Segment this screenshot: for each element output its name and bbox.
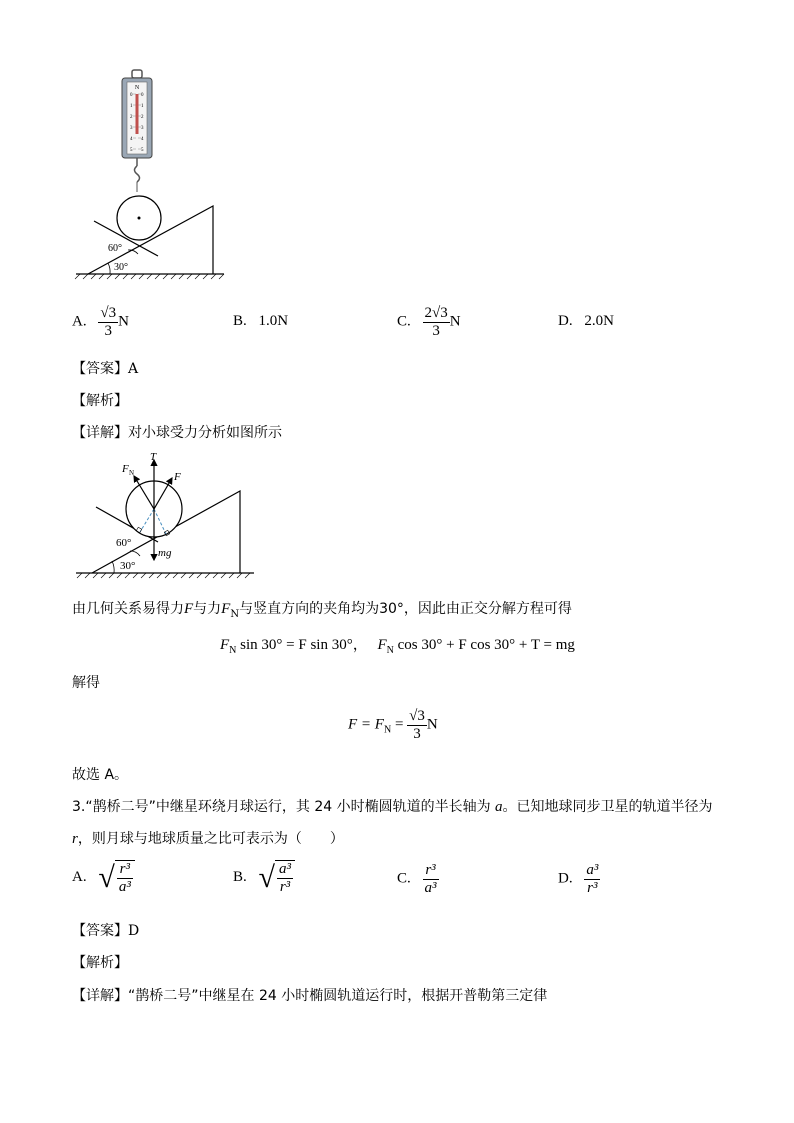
q2-detail xyxy=(72,422,282,442)
scale-hook xyxy=(135,166,140,182)
svg-text:2: 2 xyxy=(130,115,133,120)
q2-answer xyxy=(72,358,138,378)
option-letter: B. xyxy=(233,313,247,329)
detail-text: 对小球受力分析如图所示 xyxy=(128,425,282,441)
label-T: T xyxy=(150,452,157,463)
figure-force-analysis xyxy=(70,452,260,582)
option-letter: D. xyxy=(558,313,573,329)
q3-detail: 【详解】“鹊桥二号”中继星在 24 小时椭圆轨道运行时，根据开普勒第三定律 xyxy=(72,988,548,1004)
q3-stem-line2: r，则月球与地球质量之比可表示为（ ） xyxy=(72,831,344,847)
angle-30-label: 30° xyxy=(120,560,136,572)
svg-text:3: 3 xyxy=(141,126,144,131)
answer-tag: 【答案】 xyxy=(72,361,128,377)
label-F: F xyxy=(174,471,181,483)
svg-text:0: 0 xyxy=(141,93,144,98)
svg-text:1: 1 xyxy=(130,104,133,109)
q3-stem-line1: 3.“鹊桥二号”中继星环绕月球运行，其 24 小时椭圆轨道的半长轴为 a。已知地球同步卫星的轨道半径为 xyxy=(72,799,713,815)
scale-top-ring xyxy=(132,70,142,78)
q2-equations: $F_N$ sin 30° = F sin 30°， $F_N$ cos 30° + F cos 30° + T = mg xyxy=(220,637,575,656)
q3-option-a: A. √ $\frac{\text{r³}}{\text{a³}}$ xyxy=(72,860,135,895)
q2-choose: 故选 A。 xyxy=(72,767,129,783)
q2-solve-label: 解得 xyxy=(72,675,100,691)
option-denominator: 3 xyxy=(432,322,440,339)
svg-text:2: 2 xyxy=(141,115,144,120)
angle-30-label: 30° xyxy=(114,262,128,273)
answer-value: A xyxy=(128,361,139,377)
scale-unit-label: N xyxy=(134,85,140,91)
q2-option-d xyxy=(558,313,614,330)
option-denominator: 3 xyxy=(104,322,112,339)
option-numerator: √3 xyxy=(100,305,117,321)
label-FN: F xyxy=(122,463,129,475)
scale-indicator xyxy=(136,94,139,134)
svg-text:5: 5 xyxy=(130,148,133,153)
q2-option-a xyxy=(72,305,129,339)
q3-option-b: B. √ $\frac{\text{a³}}{\text{r³}}$ xyxy=(233,860,295,895)
q2-analysis-tag: 【解析】 xyxy=(72,393,128,409)
svg-text:0: 0 xyxy=(130,93,133,98)
q3-option-c: C. $\frac{\text{r³}}{\text{a³}}$ xyxy=(397,862,437,896)
svg-text:4: 4 xyxy=(141,137,144,142)
q3-option-d: D. $\frac{\text{a³}}{\text{r³}}$ xyxy=(558,862,599,896)
q3-analysis-tag: 【解析】 xyxy=(72,955,128,971)
option-value: 1.0N xyxy=(258,313,289,329)
figure-spring-scale-incline xyxy=(70,68,230,280)
q2-result: $F = F_N$ = $\frac{√3}{3}$ N xyxy=(348,708,438,742)
option-letter: A. xyxy=(72,313,87,330)
question-number: 3. xyxy=(72,799,86,815)
svg-text:4: 4 xyxy=(130,137,133,142)
angle-60-label: 60° xyxy=(116,537,132,549)
angle-60-label: 60° xyxy=(108,243,122,254)
svg-text:1: 1 xyxy=(141,104,144,109)
q2-explanation: 由几何关系易得力F与力$F_N$与竖直方向的夹角均为30°，因此由正交分解方程可得 xyxy=(72,601,572,620)
ground-hatching xyxy=(75,274,224,279)
option-letter: C. xyxy=(397,313,411,330)
detail-tag: 【详解】 xyxy=(72,425,128,441)
q2-option-b xyxy=(233,313,288,330)
option-unit: N xyxy=(118,313,129,330)
option-unit: N xyxy=(449,313,461,330)
ground-hatching xyxy=(77,573,250,578)
q2-option-c xyxy=(397,305,461,339)
svg-text:3: 3 xyxy=(130,126,133,131)
label-mg: mg xyxy=(158,547,172,559)
label-FN-sub: N xyxy=(129,469,135,477)
option-value: 2.0N xyxy=(584,313,614,329)
svg-text:5: 5 xyxy=(141,148,144,153)
q3-answer: 【答案】D xyxy=(72,923,140,939)
option-numerator: 2√3 xyxy=(424,305,448,321)
